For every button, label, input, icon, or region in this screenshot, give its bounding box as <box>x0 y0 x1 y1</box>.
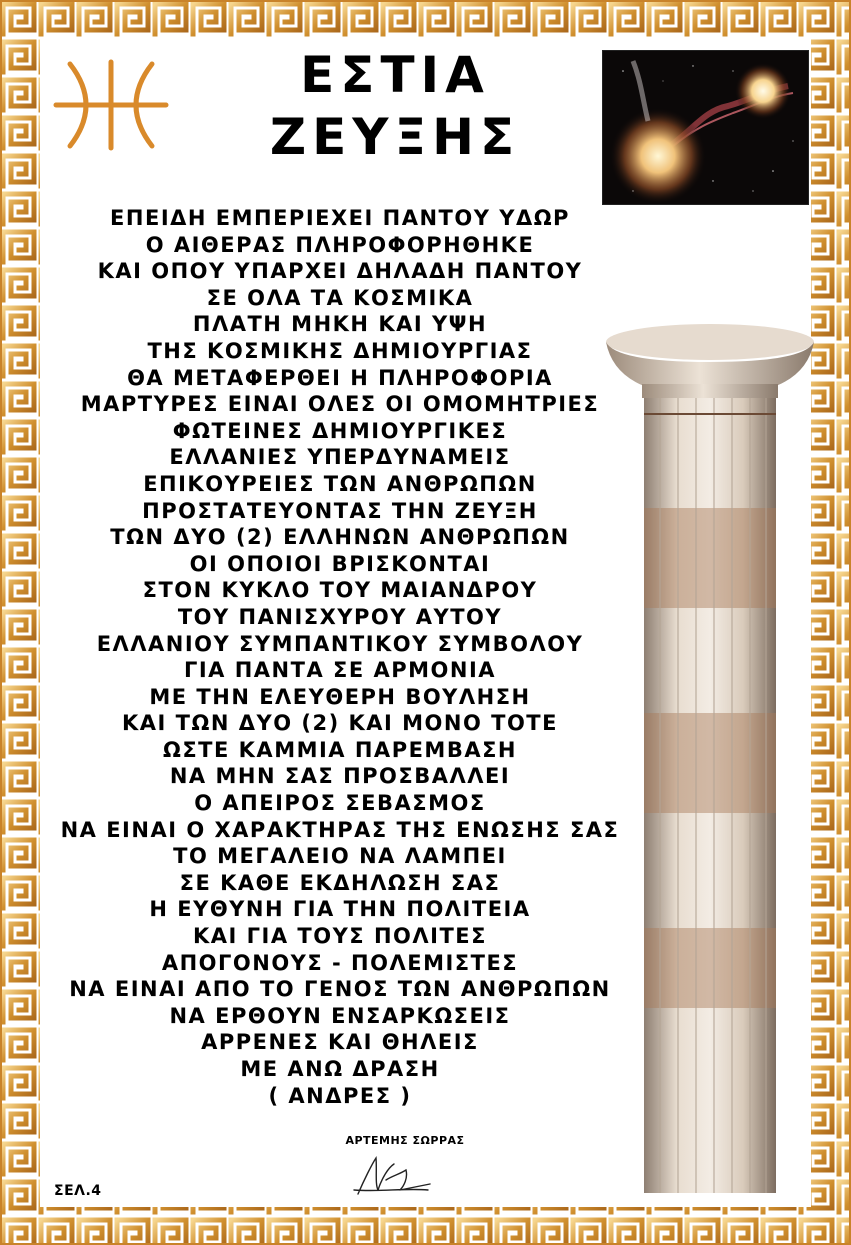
poem-line: ΠΡΟΣΤΑΤΕΥΟΝΤΑΣ ΤΗΝ ΖΕΥΞΗ <box>142 498 538 523</box>
colliding-galaxies-image <box>602 50 809 205</box>
poem-line: ΦΩΤΕΙΝΕΣ ΔΗΜΙΟΥΡΓΙΚΕΣ <box>172 418 508 443</box>
poem-line: ΤΗΣ ΚΟΣΜΙΚΗΣ ΔΗΜΙΟΥΡΓΙΑΣ <box>147 338 533 363</box>
poem-line: Η ΕΥΘΥΝΗ ΓΙΑ ΤΗΝ ΠΟΛΙΤΕΙΑ <box>149 897 531 922</box>
poem-line: ΣΕ ΟΛΑ ΤΑ ΚΟΣΜΙΚΑ <box>206 285 474 310</box>
poem-line: ΟΙ ΟΠΟΙΟΙ ΒΡΙΣΚΟΝΤΑΙ <box>189 551 491 576</box>
title-line-1: ΕΣΤΙΑ <box>300 46 490 104</box>
poem-line: ( ΑΝΔΡΕΣ ) <box>268 1083 412 1108</box>
poem-line: ΝΑ ΕΙΝΑΙ Ο ΧΑΡΑΚΤΗΡΑΣ ΤΗΣ ΕΝΩΣΗΣ ΣΑΣ <box>60 817 620 842</box>
poem-line: ΣΤΟΝ ΚΥΚΛΟ ΤΟΥ ΜΑΙΑΝΔΡΟΥ <box>142 578 538 603</box>
poem-line: ΚΑΙ ΤΩΝ ΔΥΟ (2) ΚΑΙ ΜΟΝΟ ΤΟΤΕ <box>122 711 558 736</box>
title-line-2: ΖΕΥΞΗΣ <box>269 108 521 166</box>
handwritten-signature <box>350 1150 435 1202</box>
poem-line: ΚΑΙ ΟΠΟΥ ΥΠΑΡΧΕΙ ΔΗΛΑΔΗ ΠΑΝΤΟΥ <box>97 259 583 284</box>
poem-line: ΕΠΙΚΟΥΡΕΙΕΣ ΤΩΝ ΑΝΘΡΩΠΩΝ <box>143 471 537 496</box>
poem-line: Ο ΑΙΘΕΡΑΣ ΠΛΗΡΟΦΟΡΗΘΗΚΕ <box>145 232 535 257</box>
poem-line: ΤΩΝ ΔΥΟ (2) ΕΛΛΗΝΩΝ ΑΝΘΡΩΠΩΝ <box>110 525 570 550</box>
poem-line: ΝΑ ΕΙΝΑΙ ΑΠΟ ΤΟ ΓΕΝΟΣ ΤΩΝ ΑΝΘΡΩΠΩΝ <box>69 977 611 1002</box>
page-number: ΣΕΛ.4 <box>54 1183 102 1199</box>
poem-line: ΤΟΥ ΠΑΝΙΣΧΥΡΟΥ ΑΥΤΟΥ <box>177 604 503 629</box>
page-title <box>250 44 540 168</box>
poem-line: ΜΕ ΤΗΝ ΕΛΕΥΘΕΡΗ ΒΟΥΛΗΣΗ <box>149 684 531 709</box>
poem-text <box>30 205 650 1109</box>
poem-line: ΜΑΡΤΥΡΕΣ ΕΙΝΑΙ ΟΛΕΣ ΟΙ ΟΜΟΜΗΤΡΙΕΣ <box>80 392 600 417</box>
poem-line: ΑΠΟΓΟΝΟΥΣ - ΠΟΛΕΜΙΣΤΕΣ <box>161 950 519 975</box>
poem-line: ΝΑ ΜΗΝ ΣΑΣ ΠΡΟΣΒΑΛΛΕΙ <box>169 764 511 789</box>
poem-line: ΣΕ ΚΑΘΕ ΕΚΔΗΛΩΣΗ ΣΑΣ <box>179 870 501 895</box>
poem-line: Ο ΑΠΕΙΡΟΣ ΣΕΒΑΣΜΟΣ <box>194 791 486 816</box>
poem-line: ΘΑ ΜΕΤΑΦΕΡΘΕΙ Η ΠΛΗΡΟΦΟΡΙΑ <box>127 365 553 390</box>
poem-line: ΕΛΛΑΝΙΕΣ ΥΠΕΡΔΥΝΑΜΕΙΣ <box>169 445 511 470</box>
poem-line: ΤΟ ΜΕΓΑΛΕΙΟ ΝΑ ΛΑΜΠΕΙ <box>173 844 507 869</box>
poem-line: ΝΑ ΕΡΘΟΥΝ ΕΝΣΑΡΚΩΣΕΙΣ <box>169 1003 511 1028</box>
poem-line: ΕΠΕΙΔΗ ΕΜΠΕΡΙΕΧΕΙ ΠΑΝΤΟΥ ΥΔΩΡ <box>110 206 570 230</box>
author-name: ΑΡΤΕΜΗΣ ΣΩΡΡΑΣ <box>345 1134 465 1147</box>
poem-line: ΚΑΙ ΓΙΑ ΤΟΥΣ ΠΟΛΙΤΕΣ <box>193 924 487 949</box>
ancient-greek-symbol-icon <box>52 58 170 152</box>
poem-line: ΓΙΑ ΠΑΝΤΑ ΣΕ ΑΡΜΟΝΙΑ <box>183 658 497 683</box>
poem-line: ΑΡΡΕΝΕΣ ΚΑΙ ΘΗΛΕΙΣ <box>201 1030 479 1055</box>
poem-line: ΕΛΛΑΝΙΟΥ ΣΥΜΠΑΝΤΙΚΟΥ ΣΥΜΒΟΛΟΥ <box>96 631 584 656</box>
poem-line: ΠΛΑΤΗ ΜΗΚΗ ΚΑΙ ΥΨΗ <box>192 312 488 337</box>
poem-line: ΩΣΤΕ ΚΑΜΜΙΑ ΠΑΡΕΜΒΑΣΗ <box>162 737 518 762</box>
poem-line: ΜΕ ΑΝΩ ΔΡΑΣΗ <box>240 1057 440 1081</box>
